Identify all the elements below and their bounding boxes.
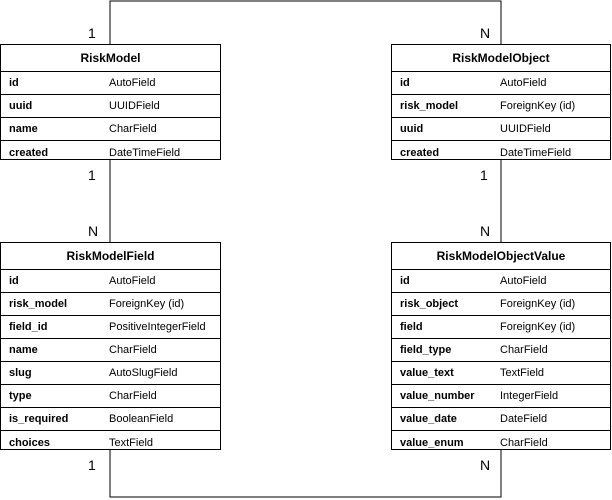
- field-name: is_required: [9, 413, 69, 425]
- field-name: value_enum: [400, 436, 464, 449]
- field-name: uuid: [400, 123, 424, 135]
- entity-riskmodelobjectvalue: [391, 242, 611, 450]
- cardinality-label: N: [480, 25, 491, 41]
- field-type: BooleanField: [109, 413, 174, 425]
- field-type: ForeignKey (id): [500, 100, 576, 112]
- entity-field-row: [1, 408, 220, 431]
- field-name: created: [400, 146, 440, 159]
- field-type: IntegerField: [500, 390, 559, 402]
- field-type: PositiveIntegerField: [109, 321, 206, 333]
- field-type: ForeignKey (id): [500, 321, 576, 333]
- cardinality-label: 1: [88, 457, 96, 473]
- entity-riskmodelfield: [0, 242, 221, 450]
- entity-field-row: [392, 141, 610, 164]
- entity-field-row: [1, 385, 220, 408]
- field-name: id: [9, 77, 19, 89]
- field-name: field: [400, 321, 423, 333]
- field-name: field_id: [9, 321, 48, 333]
- entity-riskmodelobject: [391, 44, 611, 160]
- field-type: CharField: [500, 436, 548, 449]
- entity-title: RiskModelObjectValue: [392, 243, 610, 270]
- entity-field-row: [392, 385, 610, 408]
- entity-field-row: [392, 431, 610, 454]
- field-name: slug: [9, 367, 32, 379]
- cardinality-label: N: [480, 223, 491, 239]
- cardinality-label: 1: [88, 167, 96, 183]
- field-name: risk_model: [400, 100, 459, 112]
- riskmodelfield-to-riskmodelobjectvalue-line: [110, 450, 501, 497]
- entity-field-row: [1, 316, 220, 339]
- field-name: type: [9, 390, 32, 402]
- entity-title: RiskModel: [1, 45, 220, 72]
- entity-field-row: [392, 362, 610, 385]
- entity-field-row: [1, 118, 220, 141]
- field-type: ForeignKey (id): [500, 298, 576, 310]
- entity-field-row: [392, 293, 610, 316]
- field-type: AutoField: [109, 275, 156, 287]
- cardinality-label: 1: [88, 25, 96, 41]
- field-type: CharField: [109, 344, 157, 356]
- field-name: id: [400, 275, 410, 287]
- entity-field-row: [392, 316, 610, 339]
- entity-field-row: [392, 339, 610, 362]
- field-type: AutoField: [500, 77, 547, 89]
- cardinality-label: N: [480, 457, 491, 473]
- entity-title: RiskModelObject: [392, 45, 610, 72]
- cardinality-label: 1: [480, 167, 488, 183]
- field-type: TextField: [109, 436, 154, 449]
- field-name: name: [9, 123, 38, 135]
- entity-field-row: [1, 141, 220, 164]
- riskmodel-to-riskmodelobject-line: [110, 1, 501, 44]
- field-name: value_text: [400, 367, 454, 379]
- field-type: CharField: [500, 344, 548, 356]
- field-name: risk_model: [9, 298, 68, 310]
- entity-field-row: [392, 408, 610, 431]
- field-type: DateField: [500, 413, 548, 425]
- entity-field-row: [392, 118, 610, 141]
- field-name: name: [9, 344, 38, 356]
- field-name: id: [400, 77, 410, 89]
- field-type: AutoField: [109, 77, 156, 89]
- field-type: UUIDField: [500, 123, 551, 135]
- entity-field-row: [1, 72, 220, 95]
- entity-riskmodel: [0, 44, 221, 160]
- entity-field-row: [1, 362, 220, 385]
- field-type: ForeignKey (id): [109, 298, 185, 310]
- field-name: uuid: [9, 100, 33, 112]
- entity-field-row: [392, 72, 610, 95]
- field-type: DateTimeField: [500, 146, 572, 159]
- field-type: CharField: [109, 123, 157, 135]
- field-name: risk_object: [400, 298, 459, 310]
- field-type: UUIDField: [109, 100, 160, 112]
- entity-field-row: [1, 339, 220, 362]
- field-name: value_date: [400, 413, 457, 425]
- cardinality-label: N: [88, 223, 99, 239]
- field-name: id: [9, 275, 19, 287]
- entity-field-row: [1, 270, 220, 293]
- field-type: DateTimeField: [109, 146, 181, 159]
- field-type: CharField: [109, 390, 157, 402]
- entity-field-row: [1, 431, 220, 454]
- entity-field-row: [1, 293, 220, 316]
- entity-field-row: [1, 95, 220, 118]
- field-name: choices: [9, 436, 50, 449]
- field-type: AutoField: [500, 275, 547, 287]
- field-type: AutoSlugField: [109, 367, 178, 379]
- entity-field-row: [392, 270, 610, 293]
- field-name: field_type: [400, 344, 452, 356]
- field-name: value_number: [400, 390, 475, 402]
- field-type: TextField: [500, 367, 545, 379]
- entity-title: RiskModelField: [1, 243, 220, 270]
- field-name: created: [9, 146, 49, 159]
- entity-field-row: [392, 95, 610, 118]
